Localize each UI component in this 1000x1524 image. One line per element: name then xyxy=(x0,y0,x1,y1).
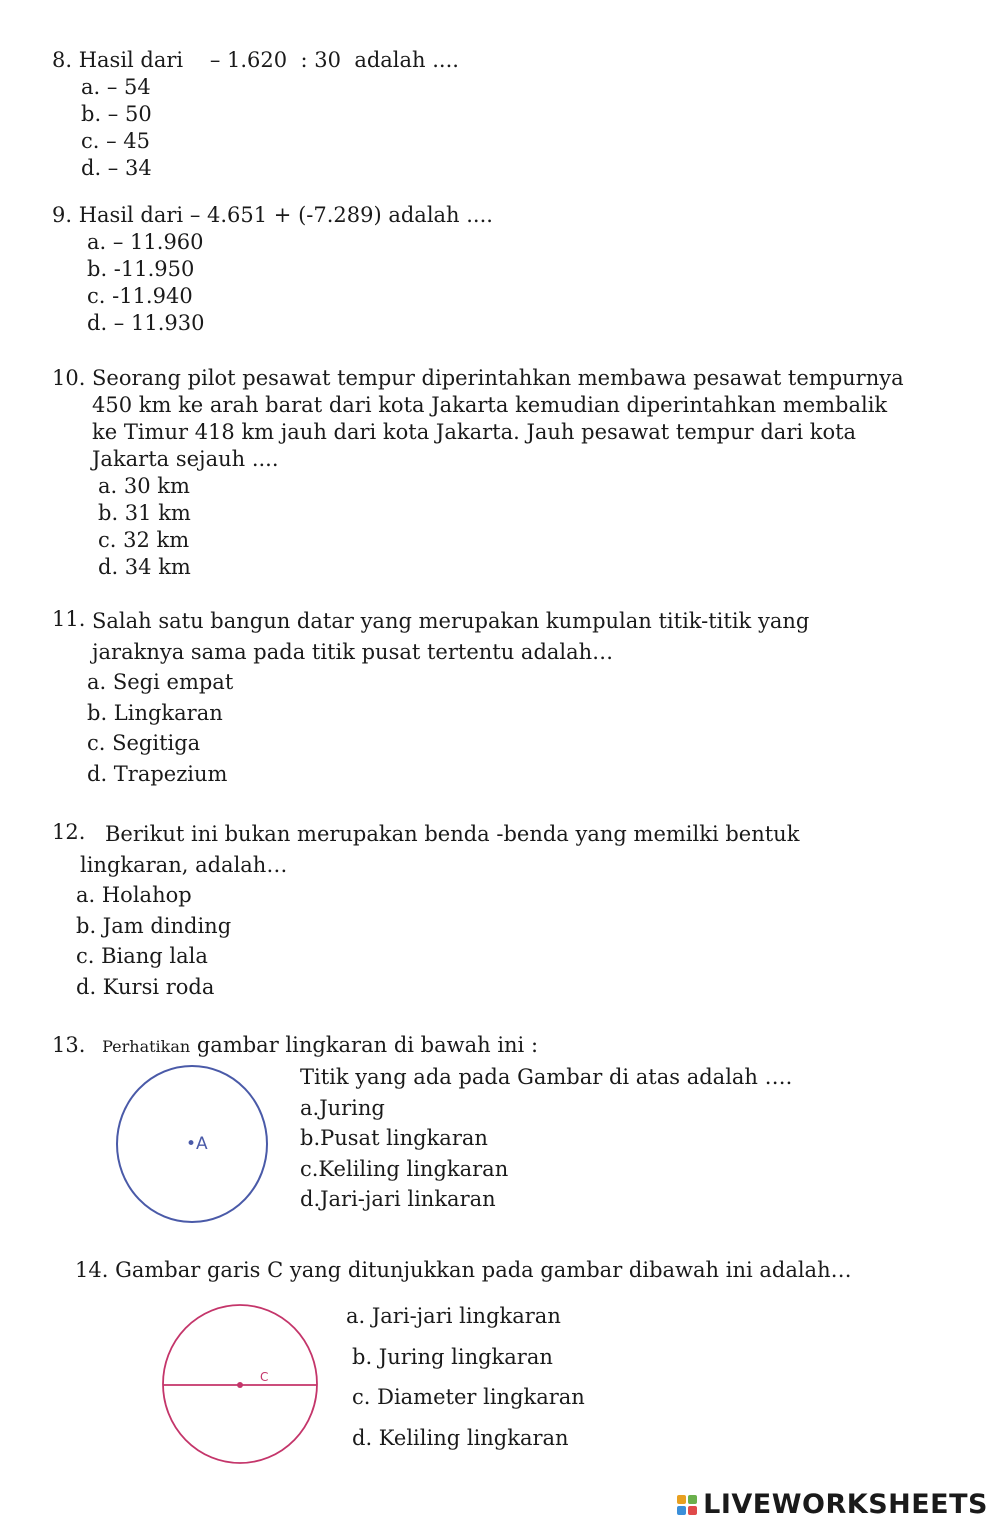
mark-square xyxy=(688,1506,697,1515)
question-12-body xyxy=(76,819,800,1002)
option-14a: a. Jari-jari lingkaran xyxy=(346,1304,561,1328)
mark-square xyxy=(677,1506,686,1515)
question-12-line-2: lingkaran, adalah… xyxy=(80,852,288,877)
question-10-line-2: 450 km ke arah barat dari kota Jakarta kemudian diperintahkan membalik xyxy=(92,393,888,417)
question-10-line-1: Seorang pilot pesawat tempur diperintahkan membawa pesawat tempurnya xyxy=(92,366,904,390)
option-14b: b. Juring lingkaran xyxy=(352,1344,553,1369)
option-8a: a. – 54 xyxy=(81,75,151,99)
option-13c: c.Keliling lingkaran xyxy=(300,1156,509,1181)
option-10d: d. 34 km xyxy=(98,555,191,579)
liveworksheets-logo xyxy=(677,1491,988,1518)
question-11-line-2: jaraknya sama pada titik pusat tertentu adalah… xyxy=(92,639,614,664)
point-a-label: •A xyxy=(186,1134,208,1154)
mark-square xyxy=(688,1495,697,1504)
question-10 xyxy=(52,365,85,392)
question-13-stem-rest: gambar lingkaran di bawah ini : xyxy=(190,1033,539,1057)
question-9-stem: 9. Hasil dari – 4.651 + (-7.289) adalah .... xyxy=(52,203,493,227)
liveworksheets-brand: LIVEWORKSHEETS xyxy=(703,1489,988,1520)
question-11-body xyxy=(87,606,810,789)
circle-figure-14 xyxy=(158,1300,324,1468)
question-14-stem: 14. Gambar garis C yang ditunjukkan pada gambar dibawah ini adalah… xyxy=(75,1258,852,1282)
mark-square xyxy=(677,1495,686,1504)
line-c-label: C xyxy=(260,1370,269,1384)
option-8c: c. – 45 xyxy=(81,129,151,153)
option-10c: c. 32 km xyxy=(98,528,190,552)
question-12-line-1: Berikut ini bukan merupakan benda -benda yang memilki bentuk xyxy=(105,822,800,846)
option-9a: a. – 11.960 xyxy=(87,230,204,254)
question-10-body xyxy=(92,365,904,581)
option-9c: c. -11.940 xyxy=(87,284,193,308)
question-13-number: 13. xyxy=(52,1033,86,1057)
question-8 xyxy=(52,47,459,182)
option-11a: a. Segi empat xyxy=(87,670,234,694)
question-10-line-3: ke Timur 418 km jauh dari kota Jakarta. Jauh pesawat tempur dari kota xyxy=(92,420,857,444)
option-13d: d.Jari-jari linkaran xyxy=(300,1187,496,1211)
question-10-line-4: Jakarta sejauh .... xyxy=(92,447,279,471)
center-point xyxy=(237,1382,243,1388)
question-11-number: 11. xyxy=(52,607,86,631)
option-11b: b. Lingkaran xyxy=(87,700,223,725)
option-9d: d. – 11.930 xyxy=(87,311,205,335)
circle-figure-13 xyxy=(112,1062,274,1228)
option-10a: a. 30 km xyxy=(98,474,190,498)
question-14 xyxy=(75,1257,852,1284)
option-12d: d. Kursi roda xyxy=(76,974,215,999)
option-11c: c. Segitiga xyxy=(87,731,201,755)
question-13-body xyxy=(300,1062,792,1215)
option-12c: c. Biang lala xyxy=(76,944,208,968)
question-13-small-word: Perhatikan xyxy=(102,1037,191,1056)
option-13b: b.Pusat lingkaran xyxy=(300,1126,488,1150)
question-11-line-1: Salah satu bangun datar yang merupakan kumpulan titik-titik yang xyxy=(92,609,810,633)
option-12a: a. Holahop xyxy=(76,883,192,907)
question-9 xyxy=(52,202,493,337)
option-8d: d. – 34 xyxy=(81,156,152,180)
option-13a: a.Juring xyxy=(300,1095,385,1120)
option-10b: b. 31 km xyxy=(98,501,191,525)
option-11d: d. Trapezium xyxy=(87,761,228,786)
question-11 xyxy=(52,606,85,633)
question-13-question: Titik yang ada pada Gambar di atas adalah …. xyxy=(300,1065,793,1089)
liveworksheets-mark-icon xyxy=(677,1495,697,1515)
option-8b: b. – 50 xyxy=(81,102,152,126)
question-13-stem xyxy=(52,1032,538,1060)
question-12-number: 12. xyxy=(52,820,86,844)
option-12b: b. Jam dinding xyxy=(76,913,232,938)
question-8-stem: 8. Hasil dari – 1.620 : 30 adalah .... xyxy=(52,48,459,72)
option-14c: c. Diameter lingkaran xyxy=(352,1385,585,1409)
question-14-options xyxy=(346,1296,585,1458)
option-14d: d. Keliling lingkaran xyxy=(352,1425,569,1450)
option-9b: b. -11.950 xyxy=(87,257,195,281)
question-10-number: 10. xyxy=(52,366,86,390)
